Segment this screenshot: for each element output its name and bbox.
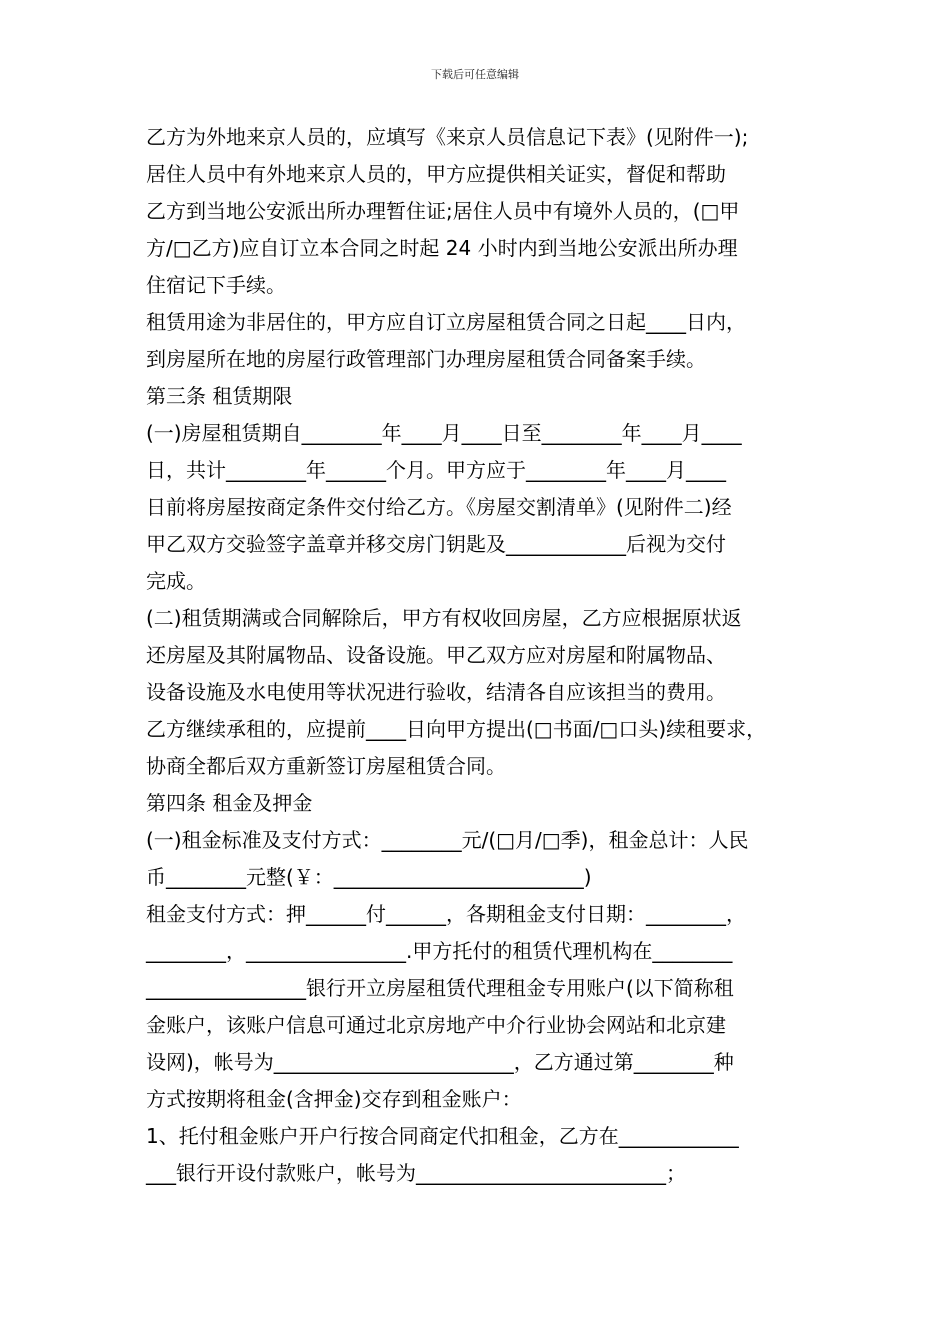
text-line: (一)房屋租赁期自________年____月____日至________年____月____ [146,421,742,445]
text-line: 租赁用途为非居住的，甲方应自订立房屋租赁合同之日起____日内， [146,310,746,334]
text-line: 协商全都后双方重新签订房屋租赁合同。 [146,754,506,778]
text-line: ________________银行开立房屋租赁代理租金专用账户(以下简称租 [146,976,734,1000]
text-line: 完成。 [146,569,206,593]
text-line: 乙方到当地公安派出所办理暂住证;居住人员中有境外人员的，(□甲 [146,199,740,223]
text-line: 币________元整(￥：_________________________) [146,865,592,889]
document-body [146,119,826,1192]
text-line: 甲乙双方交验签字盖章并移交房门钥匙及____________后视为交付 [146,532,726,556]
text-line: 日，共计________年______个月。甲方应于________年____月____ [146,458,726,482]
text-line: 租金支付方式：押______付______，各期租金支付日期：________， [146,902,746,926]
text-line: 乙方继续承租的，应提前____日向甲方提出(□书面/□口头)续租要求， [146,717,767,741]
text-line: 乙方为外地来京人员的，应填写《来京人员信息记下表》(见附件一); [146,125,749,149]
text-line: 设备设施及水电使用等状况进行验收，结清各自应该担当的费用。 [146,680,726,704]
text-line: 金账户，该账户信息可通过北京房地产中介行业协会网站和北京建 [146,1013,726,1037]
text-line: 方/□乙方)应自订立本合同之时起 24 小时内到当地公安派出所办理 [146,236,738,260]
text-line: ________，________________.甲方托付的租赁代理机构在________ [146,939,733,963]
section-heading: 第三条 租赁期限 [146,384,293,408]
text-line: 居住人员中有外地来京人员的，甲方应提供相关证实，督促和帮助 [146,162,726,186]
text-line: 到房屋所在地的房屋行政管理部门办理房屋租赁合同备案手续。 [146,347,706,371]
text-line: ___银行开设付款账户，帐号为_________________________； [146,1161,686,1185]
text-line: 方式按期将租金(含押金)交存到租金账户： [146,1087,522,1111]
text-line: 1、托付租金账户开户行按合同商定代扣租金，乙方在____________ [146,1124,739,1148]
section-heading: 第四条 租金及押金 [146,791,313,815]
text-line: 日前将房屋按商定条件交付给乙方。《房屋交割清单》(见附件二)经 [146,495,732,519]
text-line: 设网)，帐号为________________________，乙方通过第________种 [146,1050,734,1074]
text-line: 住宿记下手续。 [146,273,286,297]
page-header: 下载后可任意编辑 [431,68,519,81]
text-line: (一)租金标准及支付方式：________元/(□月/□季)，租金总计：人民 [146,828,749,852]
text-line: 还房屋及其附属物品、设备设施。甲乙双方应对房屋和附属物品、 [146,643,726,667]
text-line: (二)租赁期满或合同解除后，甲方有权收回房屋，乙方应根据原状返 [146,606,742,630]
